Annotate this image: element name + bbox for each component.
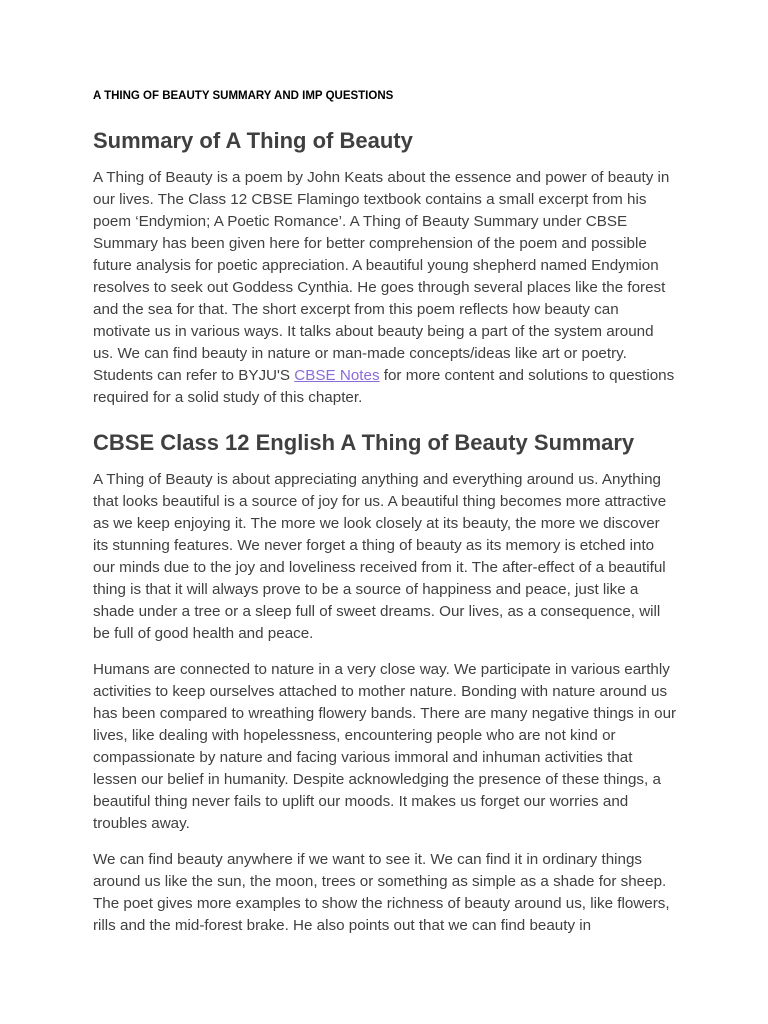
section-heading-summary: Summary of A Thing of Beauty xyxy=(93,128,413,153)
section-heading-class12-summary: CBSE Class 12 English A Thing of Beauty Summary xyxy=(93,430,635,455)
document-title: A THING OF BEAUTY SUMMARY AND IMP QUESTIONS xyxy=(93,90,394,102)
body-paragraph: A Thing of Beauty is about appreciating anything and everything around us. Anything that looks beautiful is a source of joy for us. A beautiful thing becomes more attractive as we keep enjoying it. The more we look closely at its beauty, the more we discover its stunning features. We never forget a thing of beauty as its memory is etched into our minds due to the joy and loveliness received from it. The after-effect of a beautiful thing is that it will always prove to be a source of happiness and peace, just like a shade under a tree or a sleep full of sweet dreams. Our lives, as a consequence, will be full of good health and peace. xyxy=(93,471,667,642)
summary-text-before-link: A Thing of Beauty is a poem by John Keats about the essence and power of beauty in our lives. The Class 12 CBSE Flamingo textbook contains a small excerpt from his poem ‘Endymion; A Poetic Romance’. A Thing of Beauty Summary under CBSE Summary has been given here for better comprehension of the poem and possible future analysis for poetic appreciation. A beautiful young shepherd named Endymion resolves to seek out Goddess Cynthia. He goes through several places like the forest and the sea for that. The short excerpt from this poem reflects how beauty can motivate us in various ways. It talks about beauty being a part of the system around us. We can find beauty in nature or man-made concepts/ideas like art or poetry. Students can refer to BYJU'S xyxy=(93,169,670,384)
document-page xyxy=(93,88,678,951)
summary-text-after-link: for more content and solutions to questions required for a solid study of this chapter. xyxy=(93,367,675,406)
body-paragraph: We can find beauty anywhere if we want to see it. We can find it in ordinary things around us like the sun, the moon, trees or something as simple as a shade for sheep. The poet gives more examples to show the richness of beauty around us, like flowers, rills and the mid-forest brake. He also points out that we can find beauty in xyxy=(93,851,670,934)
cbse-notes-link[interactable]: CBSE Notes xyxy=(294,367,380,384)
summary-paragraph xyxy=(93,167,678,409)
body-paragraph: Humans are connected to nature in a very close way. We participate in various earthly activities to keep ourselves attached to mother nature. Bonding with nature around us has been compared to wreathing flowery bands. There are many negative things in our lives, like dealing with hopelessness, encountering people who are not kind or compassionate by nature and facing various immoral and inhuman activities that lessen our belief in humanity. Despite acknowledging the presence of these things, a beautiful thing never fails to uplift our moods. It makes us forget our worries and troubles away. xyxy=(93,661,677,832)
